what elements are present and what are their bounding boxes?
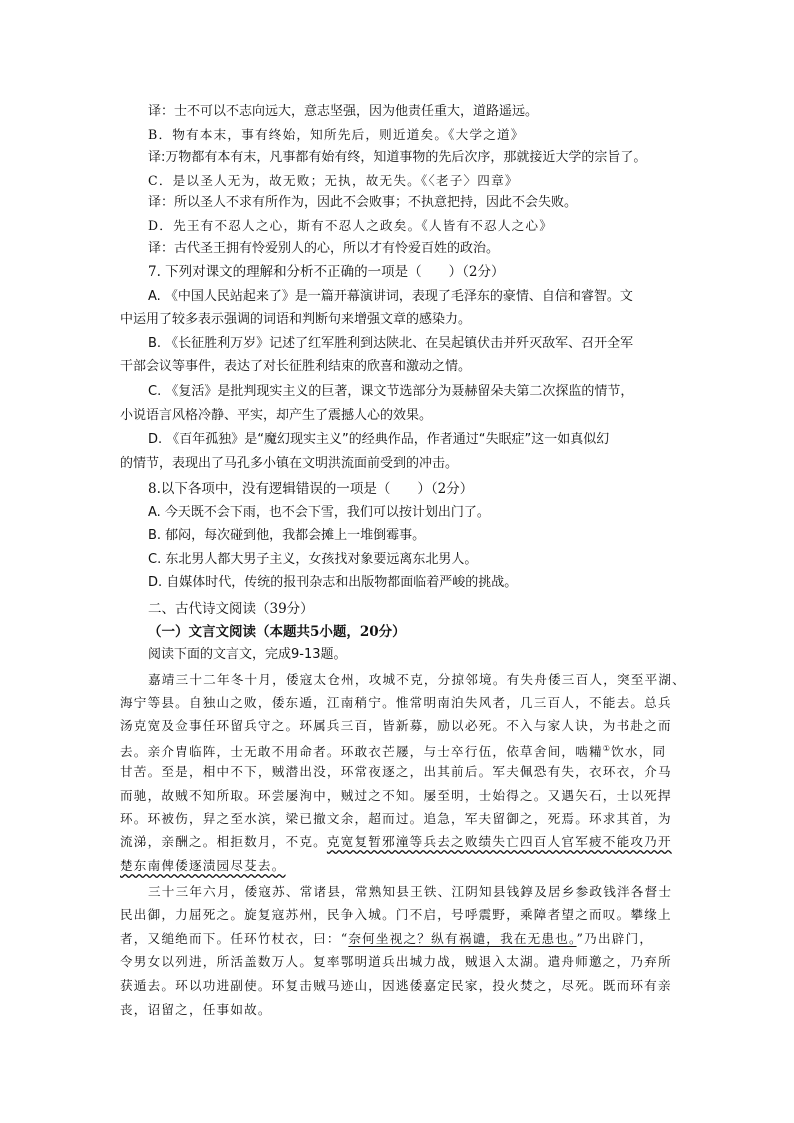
text-line: C．是以圣人无为，故无败；无执，故无失。《〈老子〉四章》 <box>148 173 519 188</box>
option-a: A. 今天既不会下雨，也不会下雪，我们可以按计划出门了。 <box>148 505 490 520</box>
option-d: D. 《百年孤独》是“魔幻现实主义”的经典作品，作者通过“失眠症”这一如真似幻 <box>148 432 610 447</box>
passage-line: 获遁去。环以功进副使。环复击贼马迹山，因逃倭嘉定民家，投火焚之，尽死。既而环有亲 <box>120 978 672 993</box>
option-c: C. 东北男人都大男子主义，女孩找对象要远离东北男人。 <box>148 552 478 567</box>
text-line: 干部会议等事件，表达了对长征胜利结束的欣喜和激动之情。 <box>120 359 472 374</box>
text-line: 中运用了较多表示强调的词语和判断句来增强文章的感染力。 <box>120 312 472 327</box>
passage-line: 令男女以列进，所活盖数万人。复率鄂明道兵出城力战，贼退入太湖。遣舟师邀之，乃弃所 <box>120 954 672 969</box>
passage-line: 环。环被伤，舁之至水滨，梁已撤文余，超而过。追急，军夫留御之，死焉。环求其首，为 <box>120 811 672 826</box>
passage-line: 海宁等县。自独山之败，倭东遁，江南稍宁。惟常明南泊失风者，几三百人，不能去。总兵 <box>120 695 672 710</box>
passage-line <box>120 857 690 875</box>
text-line: 译:万物都有本有末，凡事都有始有终，知道事物的先后次序，那就接近大学的宗旨了。 <box>148 150 647 165</box>
passage-line: 流涕，亲酬之。相拒数月，不克。克宽复暂邪潼等兵去之败绩失亡四百人官军疲不能攻乃开 <box>120 834 672 849</box>
section-heading: 二、古代诗文阅读（39分） <box>148 601 314 617</box>
text-line: 译：古代圣王拥有怜爱别人的心，所以才有怜爱百姓的政治。 <box>148 241 500 256</box>
wavy-underlined-sentence: 楚东南俾倭逐渍园尽芟去。 <box>120 858 286 873</box>
passage-line: 丧，诏留之，任事如故。 <box>120 1002 272 1017</box>
wavy-underlined-sentence: 克宽复暂邪潼等兵去之败绩失亡四百人官军疲不能攻乃开 <box>326 834 672 849</box>
passage-line: 者，又缒绝而下。任环竹杖衣，曰：“奈何坐视之？纵有祸谴，我在无患也。”乃出辟门， <box>120 931 654 946</box>
option-c: C. 《复活》是批判现实主义的巨著，课文节选部分为聂赫留朵夫第二次探监的情节， <box>148 384 634 399</box>
text-line: B．物有本末，事有终始，知所先后，则近道矣。《大学之道》 <box>148 127 525 142</box>
passage-line: 三十三年六月，倭寇苏、常诸县，常熟知县王铁、江阴知县钱錞及居乡参政钱泮各督士 <box>148 884 673 899</box>
subsection-heading: （一）文言文阅读（本题共5小题，20分） <box>148 624 406 640</box>
question-7-stem: 7. 下列对课文的理解和分析不正确的一项是（ ）（2分） <box>148 264 505 280</box>
instruction-text: 阅读下面的文言文，完成9-13题。 <box>148 647 347 662</box>
underlined-sentence: 奈何坐视之？纵有祸谴，我在无患也。 <box>348 931 577 946</box>
passage-line: 汤克宽及佥事任环留兵守之。环属兵三百，皆新募，励以必死。不入与家人诀，为书赴之而 <box>120 718 672 733</box>
passage-line: 去。亲介胄临阵，士无敢不用命者。环敢衣芒屦，与士卒行伍，依草舍间，啮糒①饮水，同 <box>120 744 667 760</box>
option-d: D. 自媒体时代，传统的报刊杂志和出版物都面临着严峻的挑战。 <box>148 575 518 590</box>
passage-line: 民出御，力屈死之。旋复寇苏州，民争入城。门不启，号呼震野，乘障者望之而叹。攀缘上 <box>120 907 672 922</box>
option-b: B. 《长征胜利万岁》记述了红军胜利到达陕北、在吴起镇伏击并歼灭敌军、召开全军 <box>148 336 634 351</box>
option-a: A. 《中国人民站起来了》是一篇开幕演讲词，表现了毛泽东的豪情、自信和睿智。文 <box>148 289 633 304</box>
text-line: 小说语言风格冷静、平实，却产生了震撼人心的效果。 <box>120 408 433 423</box>
passage-line: 嘉靖三十二年冬十月，倭寇太仓州，攻城不克，分掠邻境。有失舟倭三百人，突至平湖、 <box>148 672 686 687</box>
question-8-stem: 8.以下各项中，没有逻辑错误的一项是（ ）（2分） <box>148 481 474 497</box>
text-line: 译：所以圣人不求有所作为，因此不会败事；不执意把持，因此不会失败。 <box>148 195 578 210</box>
option-b: B. 郁闷，每次碰到他，我都会摊上一堆倒霉事。 <box>148 528 426 543</box>
passage-line: 而驰，故贼不知所取。环尝屡洵中，贼过之不知。屡至明，士始得之。又遇矢石，士以死捍 <box>120 788 672 803</box>
text-line: 的情节，表现出了马孔多小镇在文明洪流面前受到的冲击。 <box>120 456 459 471</box>
text-line: 译：士不可以不志向远大，意志坚强，因为他责任重大，道路遥远。 <box>148 104 539 119</box>
text-line: D．先王有不忍人之心，斯有不忍人之政矣。《人皆有不忍人之心》 <box>148 218 554 233</box>
passage-line: 甘苦。至是，相中不下，贼潜出没，环常夜逐之，出其前后。军夫佩恐有失，衣环衣，介马 <box>120 764 672 779</box>
